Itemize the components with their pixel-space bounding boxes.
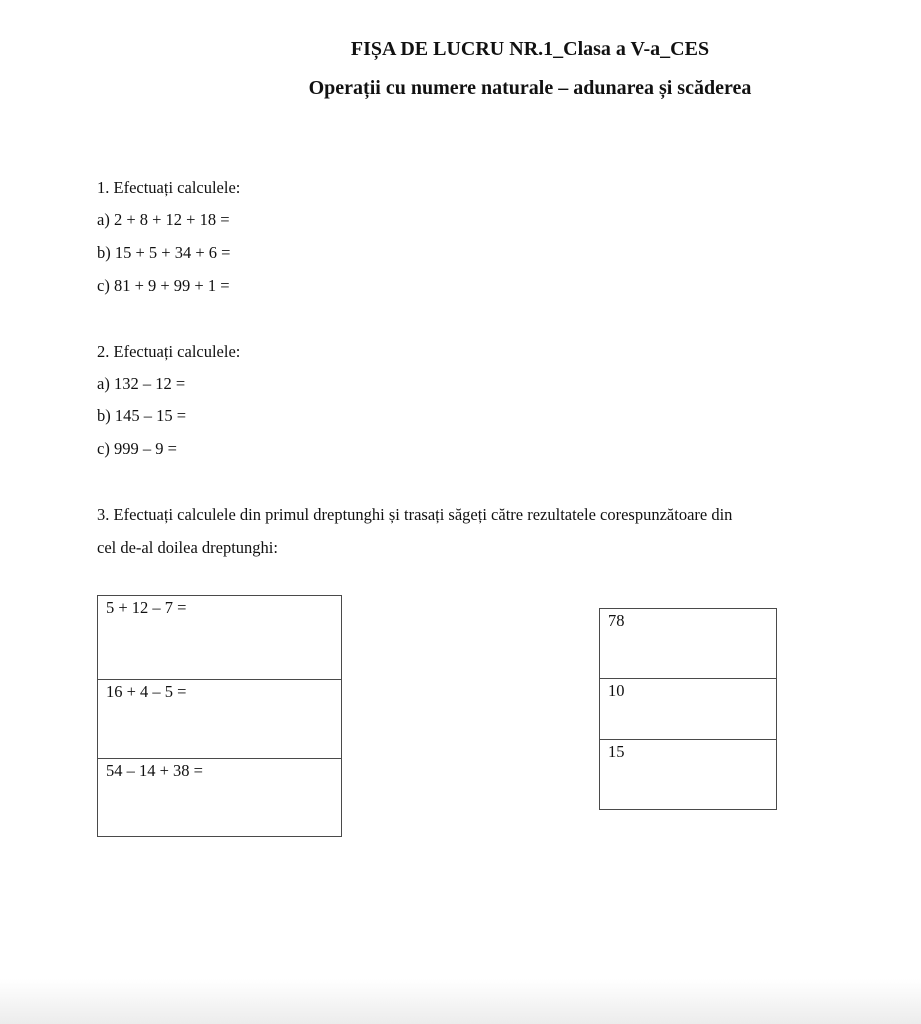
calculation-cell (98, 679, 341, 758)
calculation-text: 16 + 4 – 5 = (106, 682, 187, 701)
exercise2-item-c: c) 999 – 9 = (97, 439, 177, 458)
exercise1-item-a: a) 2 + 8 + 12 + 18 = (97, 210, 230, 229)
exercise1-heading: 1. Efectuați calculele: (97, 178, 241, 197)
exercise2-item-b: b) 145 – 15 = (97, 406, 187, 425)
exercise1-item-c: c) 81 + 9 + 99 + 1 = (97, 276, 230, 295)
worksheet-title: FIȘA DE LUCRU NR.1_Clasa a V-a_CES (350, 38, 710, 60)
result-text: 78 (608, 611, 625, 630)
exercise3-heading-line2: cel de-al doilea dreptunghi: (97, 538, 278, 557)
calculation-text: 5 + 12 – 7 = (106, 598, 187, 617)
calculations-table (97, 595, 342, 837)
page-bottom-shadow (0, 979, 921, 1024)
result-text: 10 (608, 681, 625, 700)
worksheet-subtitle: Operații cu numere naturale – adunarea și scăderea (308, 77, 752, 99)
calculation-cell (98, 596, 341, 679)
calculation-cell (98, 758, 341, 836)
calculation-text: 54 – 14 + 38 = (106, 761, 203, 780)
result-cell (600, 678, 776, 739)
exercise2-heading: 2. Efectuați calculele: (97, 342, 241, 361)
exercise3-heading-line1: 3. Efectuați calculele din primul dreptunghi și trasați săgeți către rezultatele corespunzătoare din (97, 505, 733, 524)
results-table (599, 608, 777, 810)
result-cell (600, 739, 776, 809)
result-cell (600, 609, 776, 678)
result-text: 15 (608, 742, 625, 761)
exercise2-item-a: a) 132 – 12 = (97, 374, 186, 393)
exercise1-item-b: b) 15 + 5 + 34 + 6 = (97, 243, 231, 262)
